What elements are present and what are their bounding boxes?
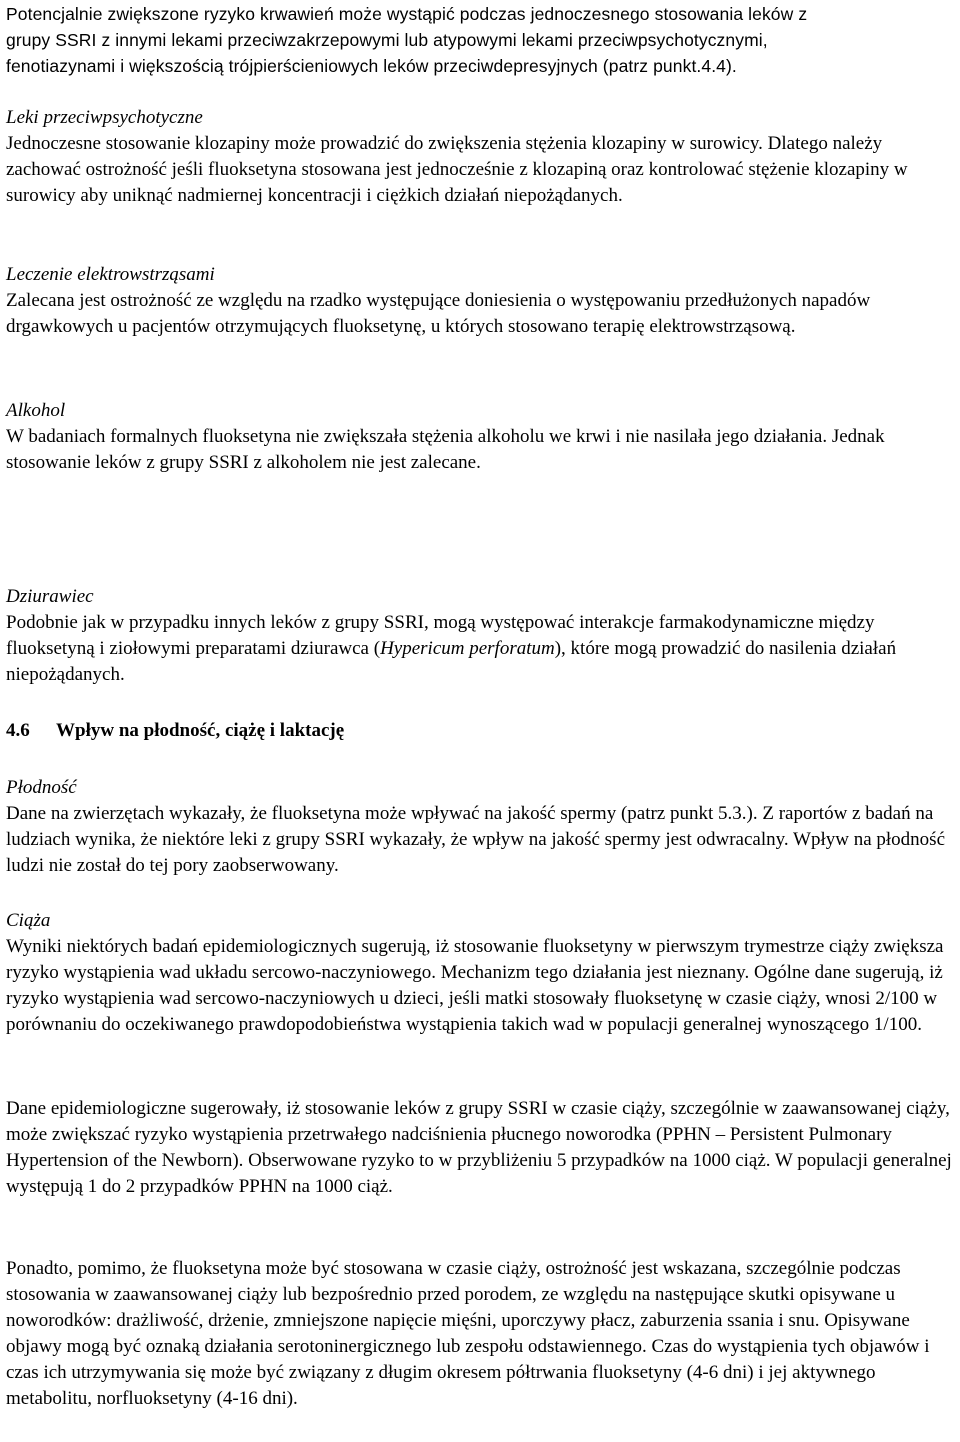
body-text: Podobnie jak w przypadku innych leków z grupy SSRI, mogą występować interakcje farmakodynamiczne między fluoksetyną i ziołowymi preparatami dziurawca ( [6,612,875,659]
section-body: Wyniki niektórych badań epidemiologicznych sugerują, iż stosowanie fluoksetyny w pierwszym trymestrze ciąży zwiększa ryzyko wystąpienia wad układu sercowo-naczyniowego. Mechanizm tego działania jest nieznany. Ogólne dane sugerują, iż ryzyko wystąpienia wad sercowo-naczyniowych u dzieci, jeśli matki stosowały fluoksetynę w czasie ciąży, wnosi 2/100 w porównaniu do oczekiwanego prawdopodobieństwa wystąpienia takich wad w populacji generalnej wynoszącego 1/100. [6,936,944,1035]
intro-line: Potencjalnie zwiększone ryzyko krwawień może wystąpić podczas jednoczesnego stosowania leków z [6,4,808,24]
section-heading: Ciąża [6,910,51,931]
st-johns-wort-section [6,584,958,688]
section-heading: Alkohol [6,400,66,421]
section-heading: Leki przeciwpsychotyczne [6,107,203,128]
section-title: Wpływ na płodność, ciążę i laktację [56,720,345,741]
pregnancy-paragraph-2 [6,1096,958,1200]
section-body: Dane na zwierzętach wykazały, że fluoksetyna może wpływać na jakość spermy (patrz punkt 5.3.). Z raportów z badań na ludziach wynika, że niektóre leki z grupy SSRI wykazały, że wpływ na jakość spermy jest odwracalny. Wpływ na płodność ludzi nie został do tej pory zaobserwowany. [6,803,946,876]
section-body: Jednoczesne stosowanie klozapiny może prowadzić do zwiększenia stężenia klozapiny w surowicy. Dlatego należy zachować ostrożność jeśli fluoksetyna stosowana jest jednocześnie z klozapiną oraz kontrolować stężenie klozapiny w surowicy aby uniknąć nadmiernej koncentracji i ciężkich działań niepożądanych. [6,133,908,206]
body-text: ), które mogą prowadzić do nasilenia działań niepożądanych. [6,638,897,685]
ect-section [6,262,958,340]
section-body: Ponadto, pomimo, że fluoksetyna może być stosowana w czasie ciąży, ostrożność jest wskazana, szczególnie podczas stosowania w zaawansowanej ciąży lub bezpośrednio przed porodem, ze względu na następujące skutki opisywane u noworodków: drażliwość, drżenie, zmniejszone napięcie mięśni, uporczywy płacz, zaburzenia ssania i snu. Opisywane objawy mogą być oznaką działania serotoninergicznego lub zespołu odstawiennego. Czas do wystąpienia tych objawów i czas ich utrzymywania się może być związany z długim okresem półtrwania fluoksetyny (4-6 dni) i jej aktywnego metabolitu, norfluoksetyny (4-16 dni). [6,1258,930,1409]
alcohol-section [6,398,958,476]
pregnancy-paragraph-3 [6,1256,958,1412]
latin-name: Hypericum perforatum [380,638,555,659]
antipsychotics-section [6,105,958,209]
section-body: Zalecana jest ostrożność ze względu na rzadko występujące doniesienia o występowaniu przedłużonych napadów drgawkowych u pacjentów otrzymujących fluoksetynę, u których stosowano terapię elektrowstrząsową. [6,290,871,337]
section-heading: Leczenie elektrowstrząsami [6,264,215,285]
section-number: 4.6 [6,720,30,741]
section-body: Dane epidemiologiczne sugerowały, iż stosowanie leków z grupy SSRI w czasie ciąży, szczególnie w zaawansowanej ciąży, może zwiększać ryzyko wystąpienia przetrwałego nadciśnienia płucnego noworodka (PPHN – Persistent Pulmonary Hypertension of the Newborn). Obserwowane ryzyko to w przybliżeniu 5 przypadków na 1000 ciąż. W populacji generalnej występują 1 do 2 przypadków PPHN na 1000 ciąż. [6,1098,952,1197]
pregnancy-section [6,908,958,1038]
section-4-6-heading [6,718,958,744]
section-heading: Dziurawiec [6,586,94,607]
fertility-section [6,775,958,879]
section-body: W badaniach formalnych fluoksetyna nie zwiększała stężenia alkoholu we krwi i nie nasilała jego działania. Jednak stosowanie leków z grupy SSRI z alkoholem nie jest zalecane. [6,426,885,473]
intro-line: grupy SSRI z innymi lekami przeciwzakrzepowymi lub atypowymi lekami przeciwpsychotycznymi, [6,30,768,50]
intro-paragraph [6,1,958,79]
section-heading: Płodność [6,777,77,798]
section-body [6,610,958,688]
intro-line: fenotiazynami i większością trójpierścieniowych leków przeciwdepresyjnych (patrz punkt.4.4). [6,56,737,76]
